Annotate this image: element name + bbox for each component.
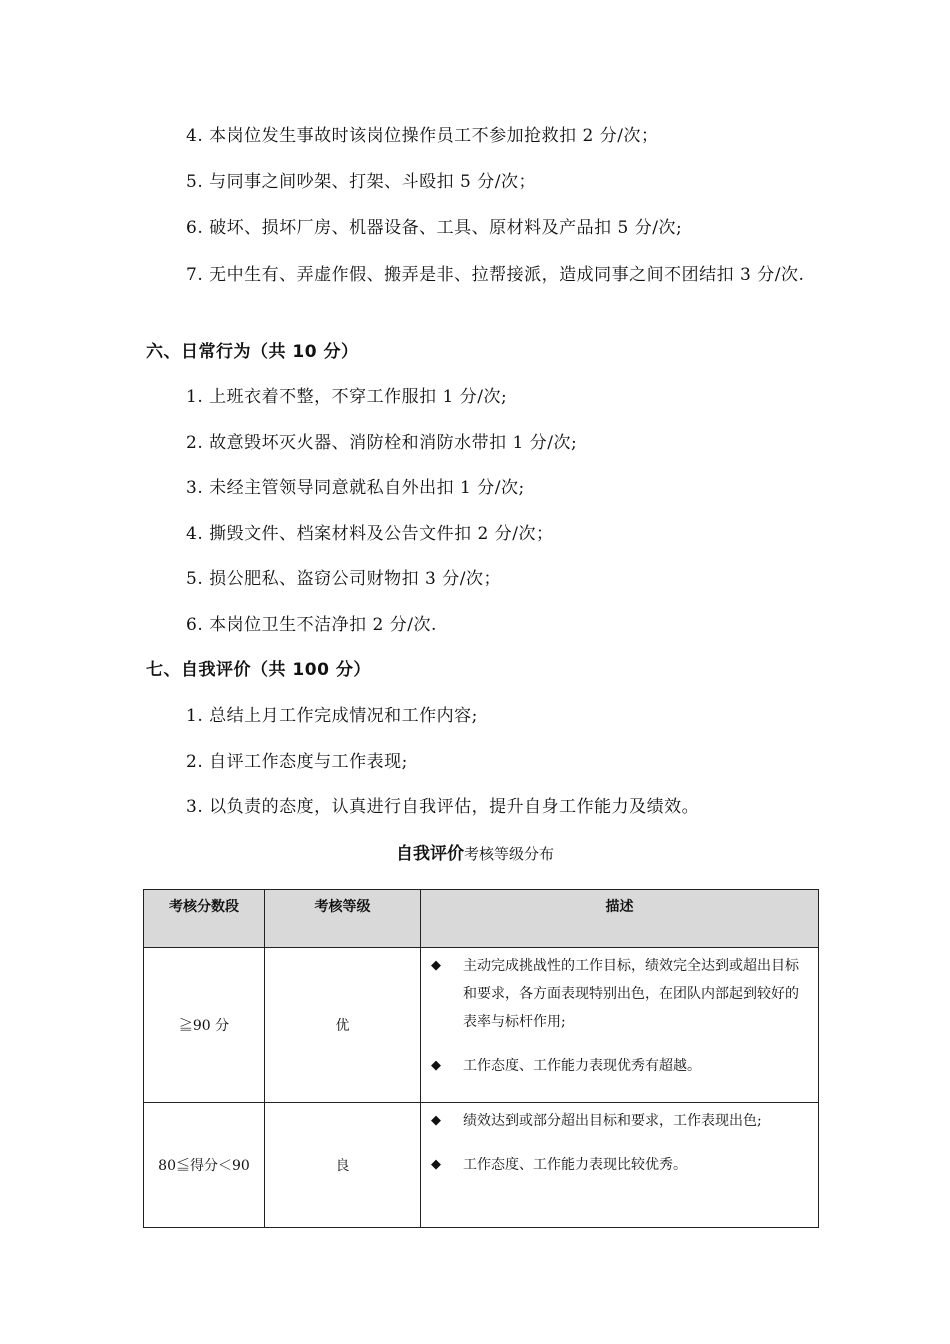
rule-item: 5. 损公肥私、盗窃公司财物扣 3 分/次； xyxy=(186,569,501,589)
description-cell xyxy=(421,1103,819,1228)
description-bullet xyxy=(431,1107,810,1135)
diamond-bullet-icon: ◆ xyxy=(431,958,441,973)
rule-item: 3. 以负责的态度，认真进行自我评估，提升自身工作能力及绩效。 xyxy=(186,797,700,817)
table-row xyxy=(144,1103,819,1228)
rule-item: 4. 撕毁文件、档案材料及公告文件扣 2 分/次； xyxy=(186,524,554,544)
rule-item-text: 7. 无中生有、弄虚作假、搬弄是非、拉帮接派，造成同事之间不团结扣 3 分/次. xyxy=(186,265,805,285)
score-cell: 80≦得分＜90 xyxy=(144,1103,265,1228)
rule-item: 5. 与同事之间吵架、打架、斗殴扣 5 分/次； xyxy=(186,172,536,192)
rule-item: 6. 破坏、损坏厂房、机器设备、工具、原材料及产品扣 5 分/次; xyxy=(186,218,683,238)
table-header-row xyxy=(144,890,819,948)
rule-item: 2. 自评工作态度与工作表现; xyxy=(186,752,408,772)
table-caption-bold: 自我评价 xyxy=(395,844,464,864)
bullet-text: 工作态度、工作能力表现比较优秀。 xyxy=(463,1157,687,1173)
grade-cell: 良 xyxy=(265,1103,421,1228)
section-heading-daily-behavior: 六、日常行为（共 10 分） xyxy=(146,342,359,362)
bullet-text: 工作态度、工作能力表现优秀有超越。 xyxy=(463,1058,701,1074)
section-heading-self-evaluation: 七、自我评价（共 100 分） xyxy=(146,660,371,680)
rule-item: 2. 故意毁坏灭火器、消防栓和消防水带扣 1 分/次; xyxy=(186,433,578,453)
rule-item: 4. 本岗位发生事故时该岗位操作员工不参加抢救扣 2 分/次； xyxy=(186,126,659,146)
rule-item: 6. 本岗位卫生不洁净扣 2 分/次. xyxy=(186,615,437,635)
description-bullet xyxy=(431,1151,810,1179)
description-cell xyxy=(421,948,819,1103)
diamond-bullet-icon: ◆ xyxy=(431,1113,441,1128)
table-row xyxy=(144,948,819,1103)
grade-cell: 优 xyxy=(265,948,421,1103)
bullet-text: 绩效达到或部分超出目标和要求，工作表现出色; xyxy=(463,1113,762,1129)
description-bullet xyxy=(431,1052,810,1080)
rule-item: 3. 未经主管领导同意就私自外出扣 1 分/次; xyxy=(186,478,525,498)
diamond-bullet-icon: ◆ xyxy=(431,1058,441,1073)
bullet-text: 主动完成挑战性的工作目标，绩效完全达到或超出目标和要求，各方面表现特别出色，在团队内部起到较好的表率与标杆作用; xyxy=(463,958,799,1030)
rule-item: 1. 总结上月工作完成情况和工作内容; xyxy=(186,706,478,726)
score-cell: ≧90 分 xyxy=(144,948,265,1103)
description-bullet xyxy=(431,952,810,1036)
header-grade: 考核等级 xyxy=(265,890,421,948)
header-score-range: 考核分数段 xyxy=(144,890,265,948)
grade-distribution-table xyxy=(143,889,819,1228)
table-caption xyxy=(0,840,950,868)
diamond-bullet-icon: ◆ xyxy=(431,1157,441,1172)
table-caption-rest: 考核等级分布 xyxy=(463,845,554,863)
rule-item xyxy=(178,259,818,291)
rule-item: 1. 上班衣着不整，不穿工作服扣 1 分/次; xyxy=(186,387,508,407)
header-description: 描述 xyxy=(421,890,819,948)
